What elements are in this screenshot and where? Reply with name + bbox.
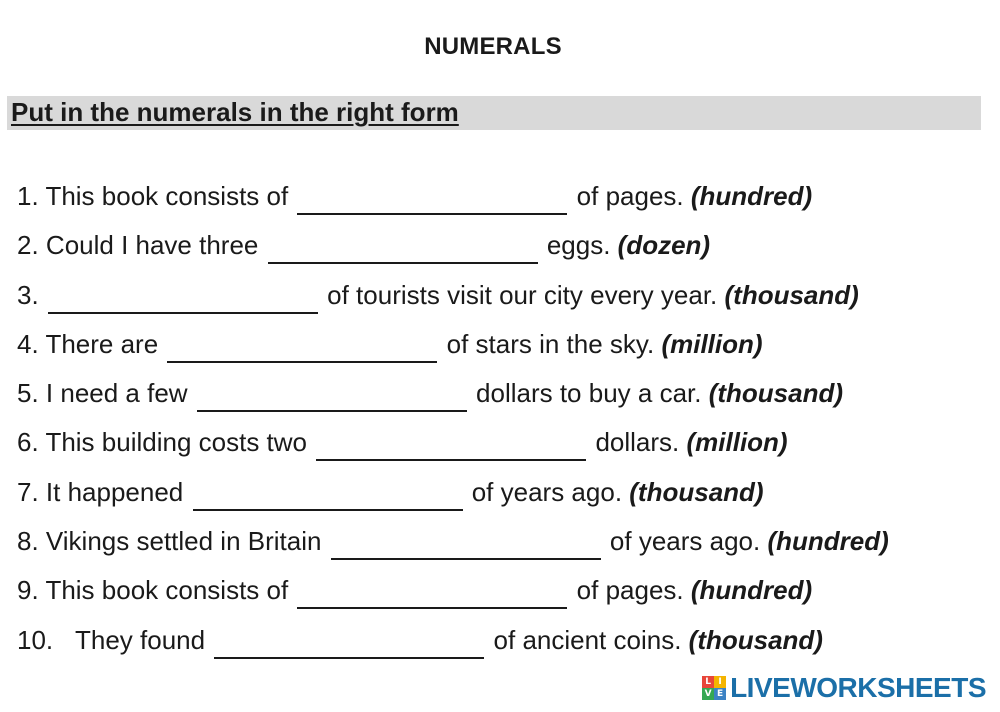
sentence-end: of tourists visit our city every year.: [319, 279, 725, 310]
exercise-item: [17, 225, 987, 274]
answer-blank-input[interactable]: [297, 187, 567, 215]
answer-blank-input[interactable]: [167, 335, 437, 363]
numeral-hint: (dozen): [617, 230, 711, 261]
answer-blank-input[interactable]: [316, 433, 586, 461]
instruction-text: Put in the numerals in the right form: [11, 97, 459, 127]
answer-blank-input[interactable]: [193, 483, 463, 511]
sentence-start: There are: [38, 328, 166, 359]
numeral-hint: (hundred): [690, 575, 813, 606]
sentence-end: dollars to buy a car.: [468, 378, 709, 409]
answer-blank-input[interactable]: [331, 532, 601, 560]
exercise-item: [17, 472, 987, 521]
item-number: 3.: [17, 279, 39, 310]
sentence-start: This book consists of: [38, 575, 296, 606]
sentence-start: Vikings settled in Britain: [38, 526, 329, 557]
exercise-item: [17, 521, 987, 570]
sentence-start: [39, 280, 46, 310]
brand-icon-tile: I: [714, 676, 726, 688]
item-number: 6.: [17, 427, 39, 458]
sentence-end: eggs.: [539, 230, 618, 261]
exercise-item: [17, 373, 987, 422]
instruction-banner: [7, 96, 981, 130]
answer-blank-input[interactable]: [297, 581, 567, 609]
sentence-end: dollars.: [588, 427, 687, 458]
sentence-end: of pages.: [569, 181, 691, 211]
sentence-start: They found: [75, 624, 213, 655]
numeral-hint: (thousand): [708, 378, 844, 409]
brand-icon-tile: E: [714, 688, 726, 700]
exercise-item: [17, 620, 987, 669]
numeral-hint: (thousand): [629, 476, 764, 507]
answer-blank-input[interactable]: [214, 631, 484, 659]
sentence-end: of pages.: [569, 575, 691, 606]
numeral-hint: (thousand): [724, 279, 859, 310]
exercise-item: [17, 422, 987, 471]
item-number: 5.: [17, 378, 39, 409]
answer-blank-input[interactable]: [268, 236, 538, 264]
sentence-start: Could I have three: [38, 230, 266, 261]
sentence-start: This book consists of: [38, 181, 296, 211]
item-number: 8.: [17, 526, 39, 557]
sentence-end: of years ago.: [464, 476, 630, 507]
exercise-list: [17, 176, 987, 669]
numeral-hint: (thousand): [688, 624, 823, 655]
brand-icon-tile: L: [702, 676, 714, 688]
worksheet-title: NUMERALS: [424, 33, 562, 60]
numeral-hint: (million): [686, 427, 788, 458]
sentence-start: It happened: [38, 476, 191, 507]
item-number: 9.: [17, 575, 39, 606]
sentence-end: of years ago.: [602, 526, 768, 557]
numeral-hint: (hundred): [767, 526, 889, 557]
sentence-end: of ancient coins.: [486, 624, 689, 655]
exercise-item: [17, 275, 987, 324]
answer-blank-input[interactable]: [48, 286, 318, 314]
liveworksheets-logo: [702, 670, 986, 706]
numeral-hint: (million): [661, 328, 763, 359]
item-number: 4.: [17, 328, 39, 359]
brand-name: LIVEWORKSHEETS: [730, 672, 986, 703]
answer-blank-input[interactable]: [197, 384, 467, 412]
sentence-start: This building costs two: [38, 427, 315, 458]
exercise-item: [17, 570, 987, 619]
brand-icon-tile: V: [702, 688, 714, 700]
sentence-end: of stars in the sky.: [439, 328, 662, 359]
liveworksheets-icon: [702, 676, 726, 700]
exercise-item: [17, 176, 987, 225]
exercise-item: [17, 324, 987, 373]
item-number: 1.: [17, 181, 39, 211]
item-number: 2.: [17, 230, 39, 261]
item-number: 10.: [17, 624, 54, 655]
numeral-hint: (hundred): [690, 181, 813, 211]
sentence-start: I need a few: [38, 378, 195, 409]
item-number: 7.: [17, 476, 39, 507]
